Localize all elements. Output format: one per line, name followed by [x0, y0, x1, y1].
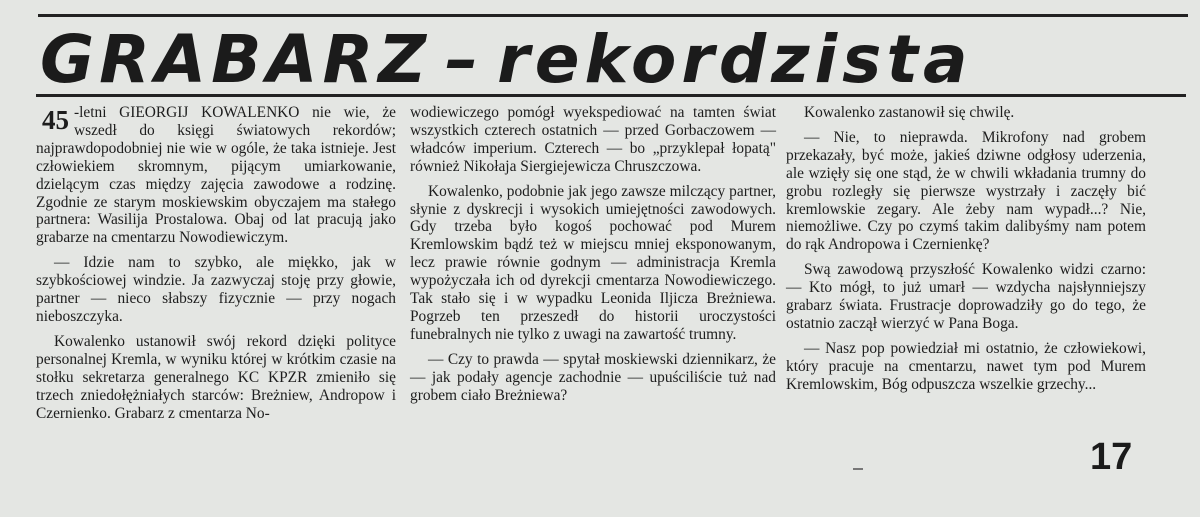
paragraph — [36, 104, 396, 247]
paragraph: — Idzie nam to szybko, ale miękko, jak w szybkościowej windzie. Ja zazwyczaj stoję przy głowie, partner — nieco słabszy fizycznie — przy nogach nieboszczyka. — [36, 254, 396, 325]
paragraph-text: -letni GIEORGIJ KOWALENKO nie wie, że wszedł do księgi światowych rekordów; najprawdopodobniej nie wie w ogóle, że taka istnieje. Jest człowiekiem skromnym, pijącym umiarkowanie, dzielącym czas między zajęcia zawodowe a rodzinę. Zgodnie ze starym moskiewskim obyczajem ma stałego partnera: Wasilija Prostalowa. Obaj od lat pracują jako grabarze na cmentarzu Nowodiewiczym. — [36, 104, 396, 247]
headline-right: rekordzista — [497, 21, 973, 98]
article-headline — [40, 21, 973, 98]
column-3 — [786, 104, 1146, 394]
paragraph: Swą zawodową przyszłość Kowalenko widzi czarno: — Kto mógł, to już umarł — wzdycha najsłynniejszy grabarz świata. Frustracje doprowadziły go do tego, że ostatnio zaczął wierzyć w Pana Boga. — [786, 261, 1146, 332]
column-2 — [410, 104, 776, 405]
headline-rule — [36, 94, 1186, 97]
paragraph: — Nasz pop powiedział mi ostatnio, że człowiekowi, który pracuje na cmentarzu, nawet tym pod Murem Kremlowskim, Bóg odpuszcza wszelkie grzechy... — [786, 339, 1146, 393]
paragraph: — Nie, to nieprawda. Mikrofony nad grobem przekazały, być może, jakieś dziwne odgłosy uderzenia, ale wzięły się one stąd, że w chwili wkładania trumny do grobu rozległy się pierwsze wystrzały i zaczęły bić kremlowskie zegary. Ale żeby nam wypadł...? Nie, niemożliwe. Czy po czymś takim dalibyśmy nam potem do rąk Andropowa i Czernienkę? — [786, 128, 1146, 254]
page-number: 17 — [1090, 436, 1133, 478]
column-1 — [36, 104, 396, 422]
paragraph: — Czy to prawda — spytał moskiewski dziennikarz, że — jak podały agencje zachodnie — upuściliście tuż nad grobem ciało Breżniewa? — [410, 350, 776, 404]
headline-dash: – — [445, 21, 484, 98]
print-smudge — [853, 468, 863, 470]
paragraph: Kowalenko ustanowił swój rekord dzięki polityce personalnej Kremla, w wyniku której w krótkim czasie na stołku sekretarza generalnego KC KPZR zmieniło się trzech zniedołężniałych starców: Breżniew, Andropow i Czernienko. Grabarz z cmentarza No- — [36, 332, 396, 422]
headline-left: GRABARZ — [40, 21, 432, 98]
paragraph: wodiewiczego pomógł wyekspediować na tamten świat wszystkich czterech ostatnich — przed Gorbaczowem — władców imperium. Czterech — bo „przyklepał łopatą" również Nikołaja Siergiejewicza Chruszczowa. — [410, 104, 776, 175]
lead-age: 45 — [42, 105, 69, 135]
paragraph: Kowalenko, podobnie jak jego zawsze milczący partner, słynie z dyskrecji i wysokich umiejętności zawodowych. Gdy trzeba było kogoś pochować pod Murem Kremlowskim bądź też w miejscu mniej eksponowanym, lecz prawie równie godnym — administracja Kremla wypożyczała ich od dyrekcji cmentarza Nowodiewiczego. Tak stało się i w wypadku Leonida Iljicza Breżniewa. Pogrzeb ten przeszedł do historii uroczystości funebralnych nie tylko z uwagi na zawartość trumny. — [410, 182, 776, 343]
top-rule — [38, 14, 1188, 17]
paragraph: Kowalenko zastanowił się chwilę. — [804, 104, 1015, 121]
